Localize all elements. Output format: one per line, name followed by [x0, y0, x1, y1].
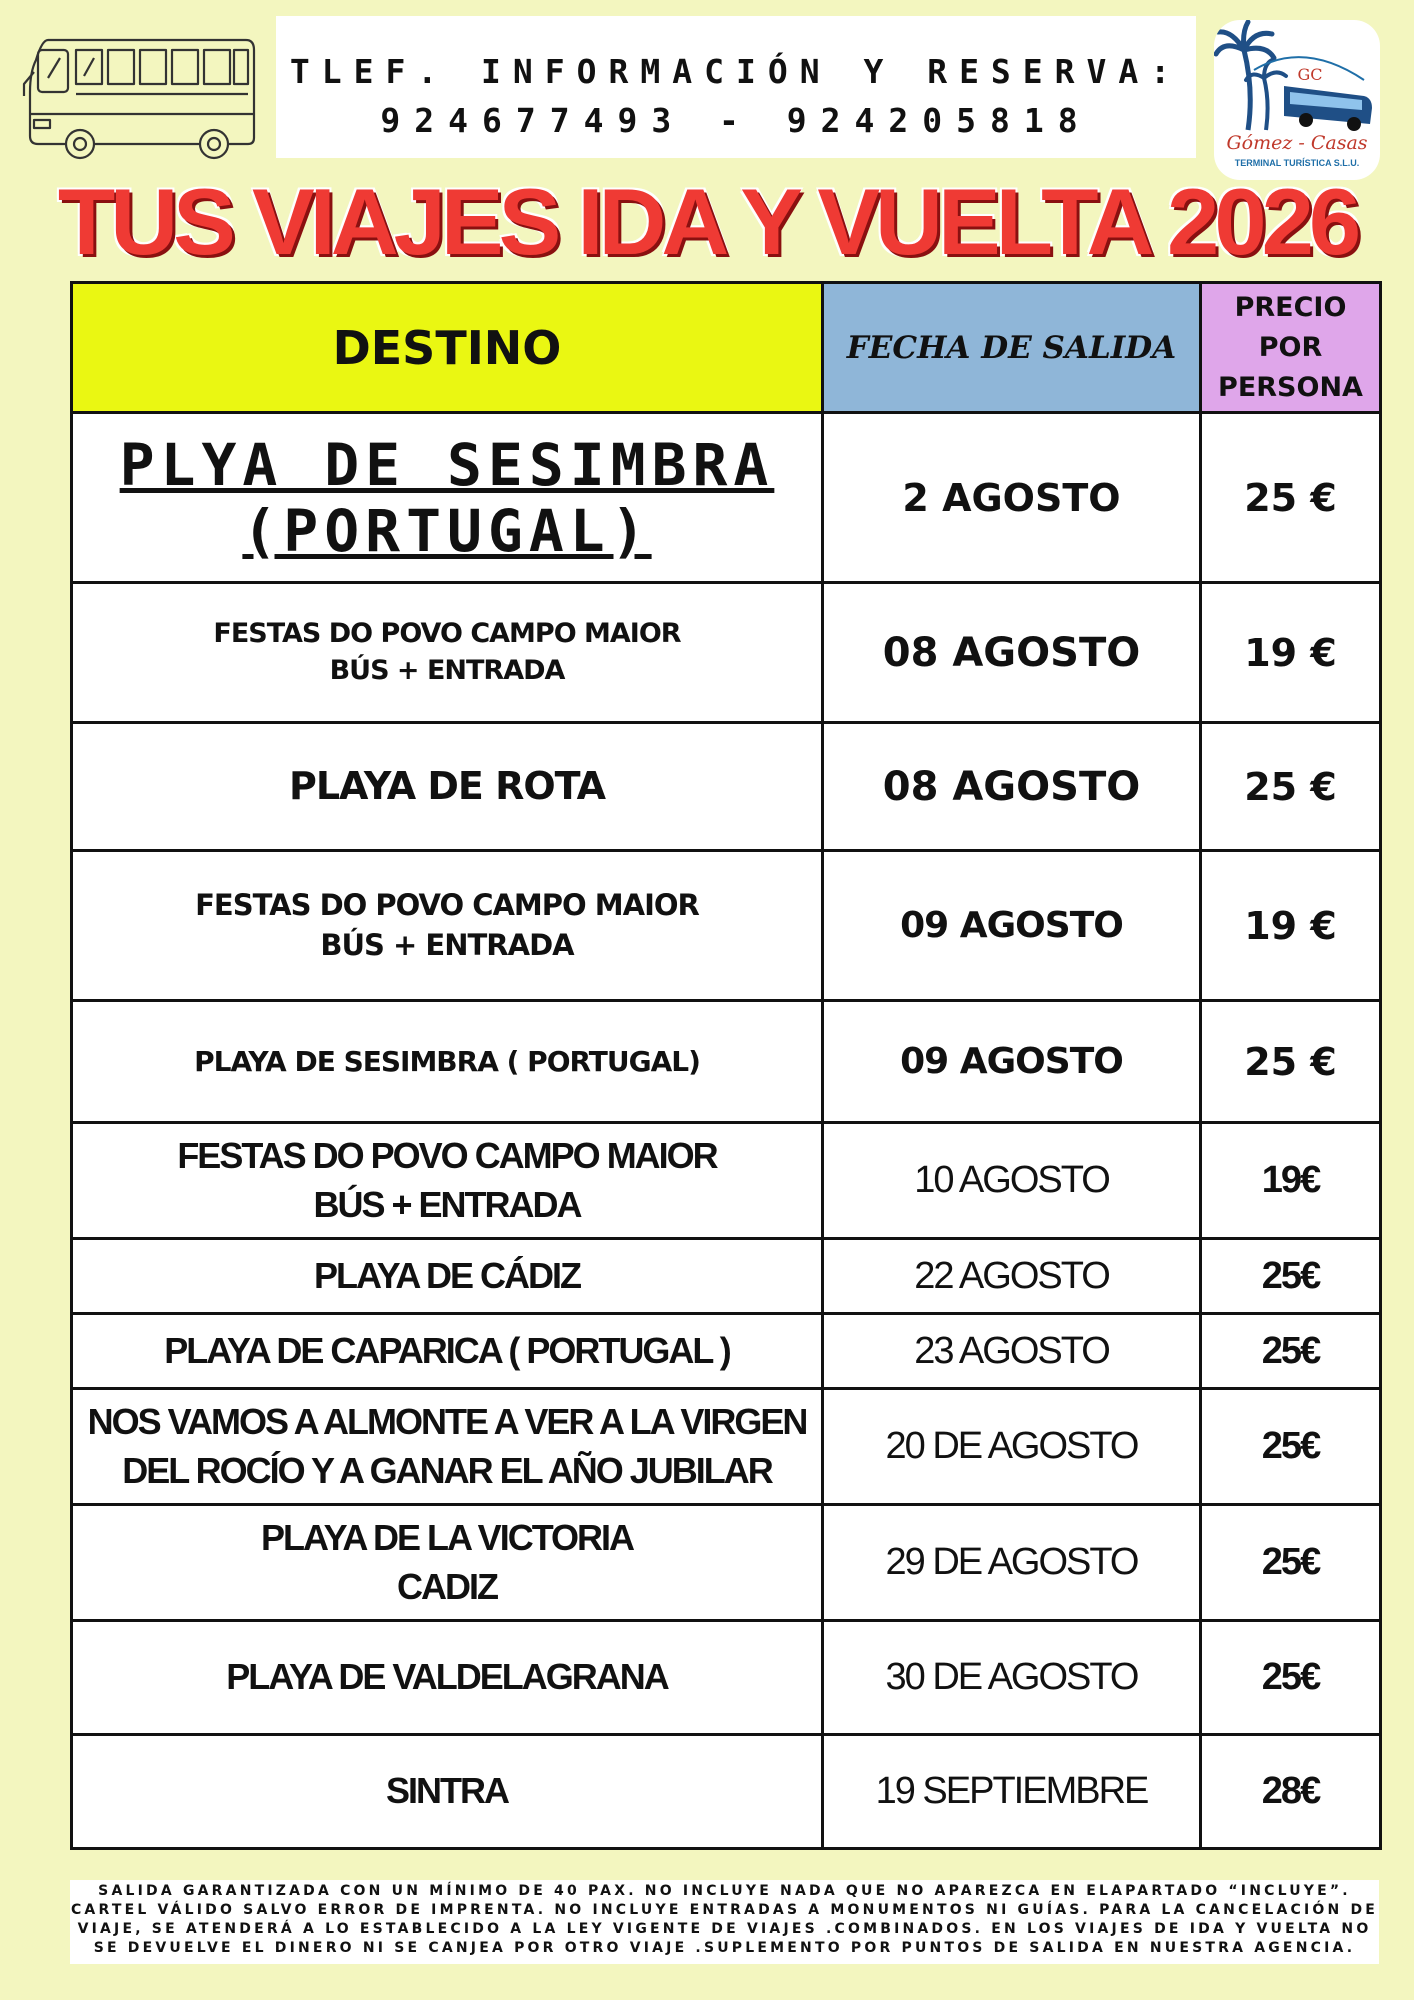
table-row [72, 1001, 1381, 1123]
table-row [72, 1505, 1381, 1621]
page-title: TUS VIAJES IDA Y VUELTA 2026 [57, 169, 1357, 274]
destination-line: PLAYA DE SESIMBRA ( PORTUGAL) [194, 1044, 700, 1078]
destination-line: NOS VAMOS A ALMONTE A VER A LA VIRGEN [87, 1400, 807, 1442]
destination-line: PLYA DE SESIMBRA [119, 430, 775, 499]
logo-monogram: GC [1297, 65, 1323, 84]
table-row [72, 413, 1381, 583]
header-destination: DESTINO [72, 283, 823, 413]
palm-tree-icon [1216, 22, 1286, 130]
destination-cell [72, 723, 823, 851]
price-cell: 25€ [1201, 1505, 1381, 1621]
table-header-row [72, 283, 1381, 413]
header-price-line: PERSONA [1218, 371, 1363, 403]
disclaimer-text: SALIDA GARANTIZADA CON UN MÍNIMO DE 40 PAX. NO INCLUYE NADA QUE NO APAREZCA EN ELAPARTADO “INCLUYE”. CARTEL VÁLIDO SALVO ERROR DE IMPRENTA. NO INCLUYE ENTRADAS A MONUMENTOS NI GUÍAS. PARA LA CANCELACIÓN DE VIAJE, SE ATENDERÁ A LO ESTABLECIDO A LA LEY VIGENTE DE VIAJES .COMBINADOS. EN LOS VIAJES DE IDA Y VUELTA NO SE DEVUELVE EL DINERO NI SE CANJEA POR OTRO VIAJE .SUPLEMENTO POR PUNTOS DE SALIDA EN NUESTRA AGENCIA. [70, 1880, 1379, 1964]
price-cell: 19 € [1201, 583, 1381, 723]
destination-line: SINTRA [386, 1770, 508, 1812]
date-cell: 09 AGOSTO [823, 851, 1201, 1001]
destination-cell [72, 413, 823, 583]
date-cell: 30 DE AGOSTO [823, 1621, 1201, 1735]
destination-cell [72, 1123, 823, 1239]
price-cell: 25 € [1201, 413, 1381, 583]
destination-cell [72, 1389, 823, 1505]
destination-line: BÚS + ENTRADA [320, 927, 574, 962]
destination-line: (PORTUGAL) [242, 496, 652, 565]
header-price [1201, 283, 1381, 413]
logo-subtitle: TERMINAL TURÍSTICA S.L.U. [1234, 158, 1360, 168]
trips-table [70, 281, 1382, 1850]
destination-line: PLAYA DE ROTA [288, 763, 606, 808]
date-cell: 09 AGOSTO [823, 1001, 1201, 1123]
destination-cell [72, 1314, 823, 1389]
price-cell: 25 € [1201, 723, 1381, 851]
date-cell: 2 AGOSTO [823, 413, 1201, 583]
date-cell: 23 AGOSTO [823, 1314, 1201, 1389]
header-price-line: POR [1258, 331, 1323, 363]
bus-outline-icon [18, 32, 260, 167]
date-cell: 29 DE AGOSTO [823, 1505, 1201, 1621]
destination-line: CADIZ [397, 1565, 497, 1607]
table-row [72, 1735, 1381, 1849]
price-cell: 25€ [1201, 1389, 1381, 1505]
destination-line: PLAYA DE CAPARICA ( PORTUGAL ) [164, 1329, 730, 1371]
price-cell: 25 € [1201, 1001, 1381, 1123]
destination-line: DEL ROCÍO Y A GANAR EL AÑO JUBILAR [122, 1449, 772, 1491]
price-cell: 25€ [1201, 1314, 1381, 1389]
destination-cell [72, 851, 823, 1001]
destination-line: PLAYA DE LA VICTORIA [260, 1516, 634, 1558]
destination-line: FESTAS DO POVO CAMPO MAIOR [195, 888, 699, 923]
table-row [72, 723, 1381, 851]
date-cell: 22 AGOSTO [823, 1239, 1201, 1314]
table-row [72, 1239, 1381, 1314]
date-cell: 08 AGOSTO [823, 583, 1201, 723]
destination-line: FESTAS DO POVO CAMPO MAIOR [177, 1134, 717, 1176]
phone-label: TLEF. INFORMACIÓN Y RESERVA: [289, 52, 1183, 91]
price-cell: 25€ [1201, 1621, 1381, 1735]
destination-cell [72, 1001, 823, 1123]
table-row [72, 1621, 1381, 1735]
table-row [72, 851, 1381, 1001]
price-cell: 19€ [1201, 1123, 1381, 1239]
destination-cell [72, 1621, 823, 1735]
table-row [72, 1314, 1381, 1389]
header-price-line: PRECIO [1234, 291, 1347, 323]
destination-line: FESTAS DO POVO CAMPO MAIOR [213, 618, 681, 650]
date-cell: 10 AGOSTO [823, 1123, 1201, 1239]
price-cell: 25€ [1201, 1239, 1381, 1314]
destination-cell [72, 583, 823, 723]
destination-line: PLAYA DE CÁDIZ [313, 1254, 581, 1296]
destination-line: BÚS + ENTRADA [329, 654, 565, 686]
date-cell: 20 DE AGOSTO [823, 1389, 1201, 1505]
destination-line: PLAYA DE VALDELAGRANA [226, 1656, 668, 1698]
phone-info-box [276, 16, 1196, 158]
destination-cell [72, 1239, 823, 1314]
destination-line: BÚS + ENTRADA [313, 1183, 581, 1225]
phone-numbers: 924677493 - 924205818 [380, 101, 1092, 140]
table-row [72, 583, 1381, 723]
logo-name: Gómez - Casas [1226, 132, 1368, 154]
destination-cell [72, 1505, 823, 1621]
destination-cell [72, 1735, 823, 1849]
table-row [72, 1389, 1381, 1505]
table-row [72, 1123, 1381, 1239]
header-date: FECHA DE SALIDA [823, 283, 1201, 413]
coach-bus-icon [1284, 86, 1372, 131]
date-cell: 08 AGOSTO [823, 723, 1201, 851]
price-cell: 28€ [1201, 1735, 1381, 1849]
price-cell: 19 € [1201, 851, 1381, 1001]
date-cell: 19 SEPTIEMBRE [823, 1735, 1201, 1849]
company-logo [1214, 20, 1380, 180]
